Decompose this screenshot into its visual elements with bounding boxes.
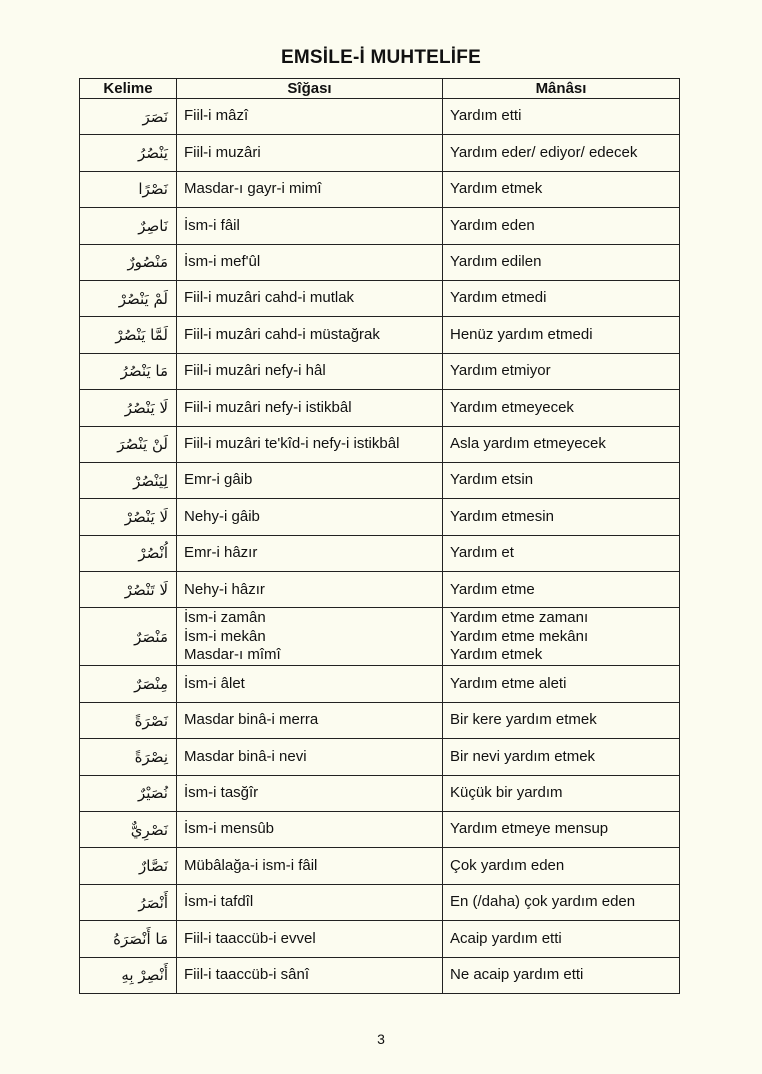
- meaning-cell: [443, 812, 680, 848]
- form-text: Fiil-i muzâri nefy-i hâl: [184, 362, 326, 380]
- form-cell: [177, 353, 443, 389]
- form-text: Masdar binâ-i nevi: [184, 747, 307, 765]
- meaning-text: Bir kere yardım etmek: [450, 711, 597, 729]
- arabic-word: مَا أَنْصَرَهُ: [80, 921, 177, 957]
- meaning-text: Yardım etme: [450, 580, 535, 598]
- arabic-word: لَمَّا يَنْصُرْ: [80, 317, 177, 353]
- form-text: Fiil-i muzâri nefy-i istikbâl: [184, 398, 352, 416]
- form-text: Fiil-i mâzî: [184, 107, 249, 125]
- meaning-text: Yardım etmek: [450, 646, 543, 664]
- table-body: [80, 99, 680, 994]
- meaning-text: Yardım et: [450, 544, 514, 562]
- meaning-text: Henüz yardım etmedi: [450, 325, 593, 343]
- meaning-cell: [443, 353, 680, 389]
- page-title: EMSİLE-İ MUHTELİFE: [281, 47, 481, 68]
- form-text: İsm-i mensûb: [184, 820, 275, 838]
- table-row: [80, 135, 680, 171]
- arabic-word: لَمْ يَنْصُرْ: [80, 280, 177, 316]
- form-text: Emr-i gâib: [184, 471, 253, 489]
- form-cell: [177, 244, 443, 280]
- form-cell: [177, 499, 443, 535]
- meaning-text: Yardım edilen: [450, 253, 542, 270]
- meaning-text: Yardım etme aleti: [450, 674, 567, 692]
- form-cell: [177, 812, 443, 848]
- arabic-word: مَنْصَرٌ: [80, 608, 177, 666]
- form-text: Masdar-ı gayr-i mimî: [184, 180, 322, 198]
- meaning-text: En (/daha) çok yardım eden: [450, 893, 636, 911]
- meaning-text: Yardım etmek: [450, 180, 543, 198]
- table-row: [80, 666, 680, 702]
- table-row: [80, 702, 680, 738]
- table-row: [80, 426, 680, 462]
- meaning-cell: [443, 499, 680, 535]
- meaning-text: Yardım etme mekânı: [450, 627, 589, 645]
- form-text: İsm-i tafdîl: [184, 893, 254, 911]
- meaning-cell: [443, 535, 680, 571]
- arabic-word: لَا يَنْصُرُ: [80, 390, 177, 426]
- form-cell: [177, 462, 443, 498]
- arabic-word: نَصَرَ: [80, 99, 177, 135]
- form-cell: [177, 99, 443, 135]
- meaning-cell: [443, 921, 680, 957]
- table-row: [80, 848, 680, 884]
- meaning-text: Bir nevi yardım etmek: [450, 747, 596, 765]
- form-text: Fiil-i muzâri: [184, 143, 261, 161]
- meaning-cell: [443, 317, 680, 353]
- meaning-cell: [443, 390, 680, 426]
- form-text: Masdar-ı mîmî: [184, 646, 281, 664]
- table-row: [80, 462, 680, 498]
- form-text: İsm-i mef'ûl: [184, 253, 261, 270]
- form-text: İsm-i zamân: [184, 609, 266, 627]
- form-cell: [177, 921, 443, 957]
- meaning-text: Yardım etmeyecek: [450, 398, 574, 416]
- meaning-cell: [443, 135, 680, 171]
- table-row: [80, 390, 680, 426]
- meaning-cell: [443, 884, 680, 920]
- form-text: Fiil-i muzâri cahd-i müstağrak: [184, 325, 380, 343]
- meaning-text: Asla yardım etmeyecek: [450, 434, 606, 452]
- arabic-word: لَنْ يَنْصُرَ: [80, 426, 177, 462]
- meaning-cell: [443, 608, 680, 666]
- form-cell: [177, 535, 443, 571]
- form-cell: [177, 390, 443, 426]
- meaning-text: Yardım etmeye mensup: [450, 820, 609, 838]
- arabic-word: لِيَنْصُرْ: [80, 462, 177, 498]
- table-row: [80, 739, 680, 775]
- form-text: Fiil-i taaccüb-i sânî: [184, 966, 310, 984]
- meaning-cell: [443, 244, 680, 280]
- form-cell: [177, 572, 443, 608]
- meaning-text: Yardım etmiyor: [450, 362, 551, 380]
- meaning-text: Yardım etme zamanı: [450, 609, 589, 627]
- arabic-word: نَصَّارٌ: [80, 848, 177, 884]
- table-row: [80, 957, 680, 993]
- emsile-table: [79, 78, 680, 994]
- meaning-cell: [443, 208, 680, 244]
- table-row: [80, 884, 680, 920]
- meaning-text: Acaip yardım etti: [450, 929, 562, 947]
- arabic-word: نِصْرَةً: [80, 739, 177, 775]
- form-cell: [177, 884, 443, 920]
- form-cell: [177, 957, 443, 993]
- form-cell: [177, 208, 443, 244]
- arabic-word: نَصْرِيٌّ: [80, 812, 177, 848]
- form-text: Fiil-i muzâri cahd-i mutlak: [184, 289, 355, 307]
- meaning-cell: [443, 775, 680, 811]
- meaning-text: Yardım etsin: [450, 471, 534, 489]
- table-row: [80, 499, 680, 535]
- arabic-word: أَنْصِرْ بِهِ: [80, 957, 177, 993]
- form-cell: [177, 280, 443, 316]
- form-cell: [177, 317, 443, 353]
- meaning-cell: [443, 739, 680, 775]
- form-text: İsm-i tasğîr: [184, 784, 259, 802]
- table-row: [80, 812, 680, 848]
- table-row: [80, 608, 680, 666]
- header-sigasi: Sîğası: [177, 79, 443, 99]
- meaning-text: Çok yardım eden: [450, 856, 565, 874]
- meaning-cell: [443, 171, 680, 207]
- arabic-word: مِنْصَرٌ: [80, 666, 177, 702]
- form-cell: [177, 135, 443, 171]
- meaning-cell: [443, 666, 680, 702]
- arabic-word: نَصْرًا: [80, 171, 177, 207]
- arabic-word: نَصْرَةً: [80, 702, 177, 738]
- meaning-cell: [443, 280, 680, 316]
- header-kelime: Kelime: [80, 79, 177, 99]
- arabic-word: اُنْصُرْ: [80, 535, 177, 571]
- form-cell: [177, 666, 443, 702]
- arabic-word: لَا يَنْصُرْ: [80, 499, 177, 535]
- table-row: [80, 572, 680, 608]
- table-row: [80, 775, 680, 811]
- form-cell: [177, 739, 443, 775]
- form-text: Masdar binâ-i merra: [184, 711, 319, 729]
- arabic-word: مَنْصُورٌ: [80, 244, 177, 280]
- page-number: 3: [377, 1031, 385, 1047]
- form-text: Nehy-i gâib: [184, 507, 260, 525]
- meaning-text: Yardım etti: [450, 107, 522, 125]
- arabic-word: يَنْصُرُ: [80, 135, 177, 171]
- table-header-row: [80, 79, 680, 99]
- arabic-word: لَا تَنْصُرْ: [80, 572, 177, 608]
- meaning-cell: [443, 957, 680, 993]
- arabic-word: مَا يَنْصُرُ: [80, 353, 177, 389]
- meaning-cell: [443, 462, 680, 498]
- form-text: Nehy-i hâzır: [184, 580, 265, 598]
- table-row: [80, 244, 680, 280]
- arabic-word: نُصَيْرٌ: [80, 775, 177, 811]
- form-cell: [177, 702, 443, 738]
- meaning-cell: [443, 572, 680, 608]
- form-text: Fiil-i muzâri te'kîd-i nefy-i istikbâl: [184, 434, 400, 452]
- meaning-text: Yardım eder/ ediyor/ edecek: [450, 143, 638, 161]
- table-row: [80, 280, 680, 316]
- meaning-text: Ne acaip yardım etti: [450, 966, 584, 984]
- table-row: [80, 317, 680, 353]
- form-text: Fiil-i taaccüb-i evvel: [184, 929, 316, 947]
- meaning-cell: [443, 702, 680, 738]
- meaning-cell: [443, 99, 680, 135]
- form-text: Emr-i hâzır: [184, 544, 258, 562]
- arabic-word: نَاصِرٌ: [80, 208, 177, 244]
- form-cell: [177, 775, 443, 811]
- arabic-word: أَنْصَرُ: [80, 884, 177, 920]
- meaning-text: Yardım etmedi: [450, 289, 547, 307]
- table-row: [80, 171, 680, 207]
- table-row: [80, 535, 680, 571]
- meaning-text: Yardım eden: [450, 216, 535, 234]
- table-row: [80, 353, 680, 389]
- form-cell: [177, 608, 443, 666]
- meaning-text: Yardım etmesin: [450, 507, 554, 525]
- form-text: İsm-i âlet: [184, 674, 245, 692]
- form-text: İsm-i fâil: [184, 216, 240, 234]
- meaning-cell: [443, 426, 680, 462]
- form-text: Mübâlağa-i ism-i fâil: [184, 856, 318, 874]
- table-row: [80, 208, 680, 244]
- table-row: [80, 99, 680, 135]
- table-row: [80, 921, 680, 957]
- form-cell: [177, 848, 443, 884]
- header-manasi: Mânâsı: [443, 79, 680, 99]
- meaning-text: Küçük bir yardım: [450, 784, 563, 802]
- form-cell: [177, 171, 443, 207]
- form-cell: [177, 426, 443, 462]
- meaning-cell: [443, 848, 680, 884]
- form-text: İsm-i mekân: [184, 627, 266, 645]
